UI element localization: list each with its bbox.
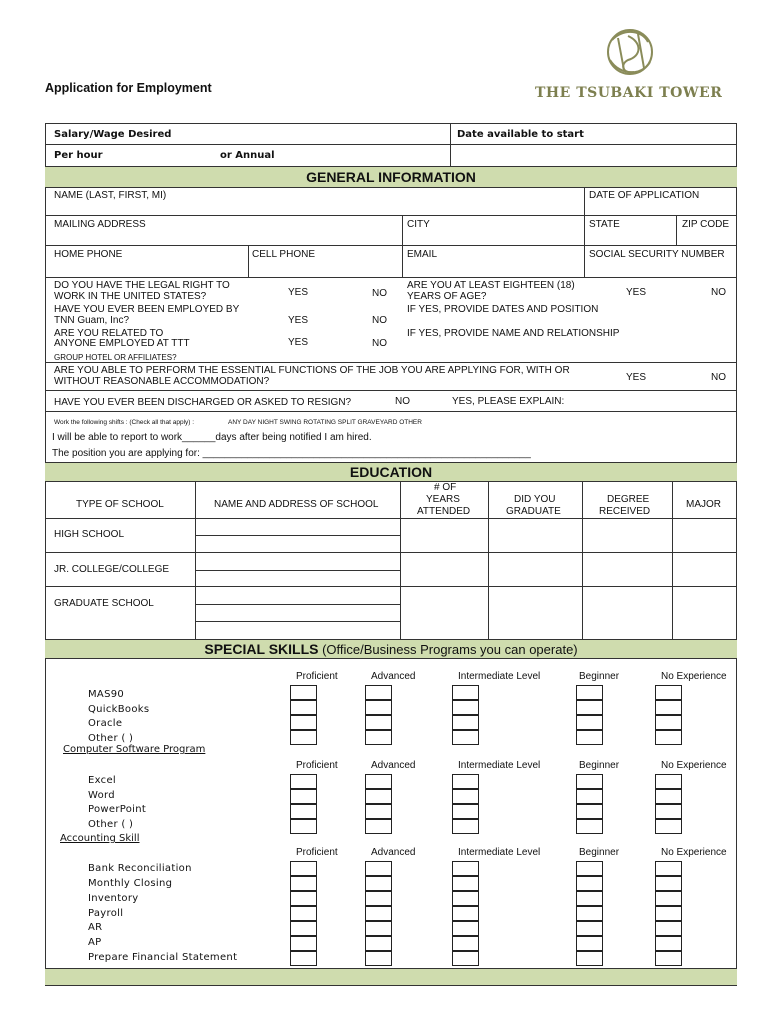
- skill-level-checkbox[interactable]: [576, 804, 603, 819]
- level-header-proficient: Proficient: [296, 760, 338, 771]
- skill-level-checkbox[interactable]: [365, 819, 392, 834]
- skill-level-checkbox[interactable]: [576, 906, 603, 921]
- skill-level-checkbox[interactable]: [655, 700, 682, 715]
- skill-level-checkbox[interactable]: [452, 789, 479, 804]
- logo-text: THE TSUBAKI TOWER: [535, 85, 723, 101]
- salary-label: Salary/Wage Desired: [54, 129, 172, 140]
- footer-band: [45, 968, 737, 986]
- skill-level-checkbox[interactable]: [290, 774, 317, 789]
- skill-level-checkbox[interactable]: [452, 861, 479, 876]
- skill-level-checkbox[interactable]: [576, 936, 603, 951]
- level-header-no-experience: No Experience: [661, 760, 727, 771]
- skill-level-checkbox[interactable]: [655, 921, 682, 936]
- skill-category-label: Accounting Skill: [60, 833, 140, 844]
- special-skills-title: SPECIAL SKILLS: [204, 641, 319, 657]
- skill-level-checkbox[interactable]: [365, 906, 392, 921]
- level-header-advanced: Advanced: [371, 847, 416, 858]
- date-of-application-label[interactable]: DATE OF APPLICATION: [589, 190, 700, 201]
- skill-item: Inventory: [88, 893, 139, 904]
- row-graduate-school: GRADUATE SCHOOL: [54, 598, 154, 609]
- skill-level-checkbox[interactable]: [365, 921, 392, 936]
- skill-item: Other ( ): [88, 733, 134, 744]
- skill-level-checkbox[interactable]: [655, 789, 682, 804]
- skill-level-checkbox[interactable]: [576, 951, 603, 966]
- skill-item: Monthly Closing: [88, 878, 173, 889]
- level-header-proficient: Proficient: [296, 671, 338, 682]
- legal-right-question-cont: WORK IN THE UNITED STATES?: [54, 291, 207, 302]
- skill-item: Prepare Financial Statement: [88, 952, 238, 963]
- skill-level-checkbox[interactable]: [655, 891, 682, 906]
- col-years-3: ATTENDED: [417, 506, 471, 517]
- related-question-cont2: GROUP HOTEL OR AFFILIATES?: [54, 353, 177, 362]
- legal-right-question: DO YOU HAVE THE LEGAL RIGHT TO: [54, 280, 230, 291]
- skill-level-checkbox[interactable]: [290, 730, 317, 745]
- skill-level-checkbox[interactable]: [452, 906, 479, 921]
- col-degree-1: DEGREE: [607, 494, 650, 505]
- level-header-beginner: Beginner: [579, 671, 620, 682]
- row-high-school: HIGH SCHOOL: [54, 529, 125, 540]
- employed-before-no[interactable]: NO: [372, 315, 387, 326]
- general-information-header: GENERAL INFORMATION: [45, 166, 737, 188]
- education-header: EDUCATION: [45, 462, 737, 482]
- skill-level-checkbox[interactable]: [452, 921, 479, 936]
- email-label[interactable]: EMAIL: [407, 249, 438, 260]
- skill-level-checkbox[interactable]: [655, 730, 682, 745]
- col-years-2: YEARS: [426, 494, 460, 505]
- skill-level-checkbox[interactable]: [452, 804, 479, 819]
- essential-functions-question: ARE YOU ABLE TO PERFORM THE ESSENTIAL FUNCTIONS OF THE JOB YOU ARE APPLYING FOR, WITH OR: [54, 365, 570, 376]
- skill-item: Bank Reconciliation: [88, 863, 192, 874]
- skill-level-checkbox[interactable]: [452, 774, 479, 789]
- skill-level-checkbox[interactable]: [365, 891, 392, 906]
- employed-before-company: TNN Guam, Inc?: [54, 315, 130, 326]
- col-degree-2: RECEIVED: [599, 506, 651, 517]
- special-skills-subtitle: (Office/Business Programs you can operate): [318, 642, 578, 657]
- discharged-question: HAVE YOU EVER BEEN DISCHARGED OR ASKED TO RESIGN?: [54, 397, 352, 408]
- state-label[interactable]: STATE: [589, 219, 620, 230]
- skill-level-checkbox[interactable]: [576, 789, 603, 804]
- skill-item: Oracle: [88, 718, 123, 729]
- skill-level-checkbox[interactable]: [365, 730, 392, 745]
- essential-functions-yes[interactable]: YES: [626, 372, 647, 383]
- related-question: ARE YOU RELATED TO: [54, 328, 164, 339]
- mailing-address-label[interactable]: MAILING ADDRESS: [54, 219, 146, 230]
- skill-level-checkbox[interactable]: [576, 715, 603, 730]
- dates-position-prompt: IF YES, PROVIDE DATES AND POSITION: [407, 304, 599, 315]
- skill-level-checkbox[interactable]: [655, 861, 682, 876]
- skill-level-checkbox[interactable]: [365, 789, 392, 804]
- level-header-beginner: Beginner: [579, 760, 620, 771]
- skill-item: MAS90: [88, 689, 125, 700]
- ssn-label[interactable]: SOCIAL SECURITY NUMBER: [589, 249, 725, 260]
- skill-level-checkbox[interactable]: [452, 730, 479, 745]
- skill-level-checkbox[interactable]: [290, 876, 317, 891]
- skill-level-checkbox[interactable]: [576, 730, 603, 745]
- skill-level-checkbox[interactable]: [365, 715, 392, 730]
- tsubaki-emblem-icon: [598, 20, 662, 84]
- skill-level-checkbox[interactable]: [452, 876, 479, 891]
- position-applying-line[interactable]: The position you are applying for: ___________________________________________________________: [52, 448, 531, 459]
- col-graduate-1: DID YOU: [514, 494, 556, 505]
- skill-level-checkbox[interactable]: [365, 804, 392, 819]
- skill-level-checkbox[interactable]: [576, 685, 603, 700]
- skill-item: Excel: [88, 775, 116, 786]
- date-available-label: Date available to start: [457, 129, 584, 140]
- skill-item: QuickBooks: [88, 704, 150, 715]
- name-relationship-prompt: IF YES, PROVIDE NAME AND RELATIONSHIP: [407, 328, 620, 339]
- age-yes[interactable]: YES: [626, 287, 647, 298]
- shifts-options[interactable]: ANY DAY NIGHT SWING ROTATING SPLIT GRAVEYARD OTHER: [228, 419, 422, 426]
- special-skills-header: [45, 639, 737, 659]
- skill-level-checkbox[interactable]: [290, 700, 317, 715]
- logo: [598, 20, 662, 84]
- skill-level-checkbox[interactable]: [290, 951, 317, 966]
- skill-level-checkbox[interactable]: [290, 891, 317, 906]
- skill-level-checkbox[interactable]: [365, 936, 392, 951]
- skill-level-checkbox[interactable]: [576, 700, 603, 715]
- skill-level-checkbox[interactable]: [290, 936, 317, 951]
- city-label[interactable]: CITY: [407, 219, 430, 230]
- level-header-beginner: Beginner: [579, 847, 620, 858]
- essential-functions-no[interactable]: NO: [711, 372, 726, 383]
- shifts-label: Work the following shifts : (Check all that apply) :: [54, 419, 195, 426]
- skill-level-checkbox[interactable]: [290, 715, 317, 730]
- home-phone-label[interactable]: HOME PHONE: [54, 249, 123, 260]
- legal-right-no[interactable]: NO: [372, 288, 387, 299]
- cell-phone-label[interactable]: CELL PHONE: [252, 249, 315, 260]
- discharged-no[interactable]: NO: [395, 396, 410, 407]
- skill-level-checkbox[interactable]: [655, 951, 682, 966]
- skill-level-checkbox[interactable]: [452, 700, 479, 715]
- skill-item: AR: [88, 922, 103, 933]
- col-major: MAJOR: [686, 499, 721, 510]
- skill-level-checkbox[interactable]: [655, 774, 682, 789]
- name-field-label[interactable]: NAME (LAST, FIRST, MI): [54, 190, 167, 201]
- essential-functions-question-cont: WITHOUT REASONABLE ACCOMMODATION?: [54, 376, 270, 387]
- row-college: JR. COLLEGE/COLLEGE: [54, 564, 170, 575]
- col-years-1: # OF: [434, 482, 457, 493]
- per-hour-label: Per hour: [54, 150, 103, 161]
- col-graduate-2: GRADUATE: [506, 506, 561, 517]
- level-header-no-experience: No Experience: [661, 671, 727, 682]
- age-no[interactable]: NO: [711, 287, 726, 298]
- level-header-advanced: Advanced: [371, 760, 416, 771]
- skill-level-checkbox[interactable]: [576, 876, 603, 891]
- skill-level-checkbox[interactable]: [452, 891, 479, 906]
- skill-level-checkbox[interactable]: [365, 700, 392, 715]
- skill-item: AP: [88, 937, 102, 948]
- legal-right-yes[interactable]: YES: [288, 287, 309, 298]
- skill-level-checkbox[interactable]: [655, 804, 682, 819]
- level-header-no-experience: No Experience: [661, 847, 727, 858]
- report-to-work-line[interactable]: I will be able to report to work______days after being notified I am hired.: [52, 432, 372, 443]
- col-type-of-school: TYPE OF SCHOOL: [76, 499, 164, 510]
- related-question-cont: ANYONE EMPLOYED AT TTT: [54, 338, 190, 349]
- skill-level-checkbox[interactable]: [576, 819, 603, 834]
- col-name-address: NAME AND ADDRESS OF SCHOOL: [214, 499, 379, 510]
- related-no[interactable]: NO: [372, 338, 387, 349]
- skill-level-checkbox[interactable]: [452, 819, 479, 834]
- page-title: Application for Employment: [45, 81, 212, 95]
- skill-level-checkbox[interactable]: [655, 819, 682, 834]
- skill-item: Word: [88, 790, 115, 801]
- employed-before-yes[interactable]: YES: [288, 315, 309, 326]
- skill-level-checkbox[interactable]: [576, 891, 603, 906]
- skill-level-checkbox[interactable]: [655, 906, 682, 921]
- skill-level-checkbox[interactable]: [452, 951, 479, 966]
- skill-level-checkbox[interactable]: [365, 774, 392, 789]
- skill-level-checkbox[interactable]: [452, 936, 479, 951]
- skill-level-checkbox[interactable]: [576, 921, 603, 936]
- skill-level-checkbox[interactable]: [365, 685, 392, 700]
- skill-level-checkbox[interactable]: [290, 804, 317, 819]
- skill-item: Payroll: [88, 908, 124, 919]
- skill-item: Other ( ): [88, 819, 134, 830]
- age-question: ARE YOU AT LEAST EIGHTEEN (18): [407, 280, 575, 291]
- skill-category-label: Computer Software Program: [63, 744, 206, 755]
- level-header-intermediate-level: Intermediate Level: [458, 760, 541, 771]
- skill-level-checkbox[interactable]: [452, 715, 479, 730]
- level-header-intermediate-level: Intermediate Level: [458, 671, 541, 682]
- skill-level-checkbox[interactable]: [365, 876, 392, 891]
- skill-level-checkbox[interactable]: [365, 951, 392, 966]
- level-header-advanced: Advanced: [371, 671, 416, 682]
- skill-level-checkbox[interactable]: [655, 876, 682, 891]
- skill-item: PowerPoint: [88, 804, 147, 815]
- skill-level-checkbox[interactable]: [290, 921, 317, 936]
- skill-level-checkbox[interactable]: [655, 936, 682, 951]
- skill-level-checkbox[interactable]: [290, 906, 317, 921]
- skill-level-checkbox[interactable]: [655, 685, 682, 700]
- skill-level-checkbox[interactable]: [576, 774, 603, 789]
- level-header-proficient: Proficient: [296, 847, 338, 858]
- or-annual-label: or Annual: [220, 150, 275, 161]
- discharged-explain[interactable]: YES, PLEASE EXPLAIN:: [452, 396, 565, 407]
- skill-level-checkbox[interactable]: [365, 861, 392, 876]
- age-question-cont: YEARS OF AGE?: [407, 291, 487, 302]
- skill-level-checkbox[interactable]: [452, 685, 479, 700]
- employed-before-question: HAVE YOU EVER BEEN EMPLOYED BY: [54, 304, 240, 315]
- related-yes[interactable]: YES: [288, 337, 309, 348]
- zip-label[interactable]: ZIP CODE: [682, 219, 730, 230]
- skill-level-checkbox[interactable]: [655, 715, 682, 730]
- skill-level-checkbox[interactable]: [576, 861, 603, 876]
- skill-level-checkbox[interactable]: [290, 819, 317, 834]
- skill-level-checkbox[interactable]: [290, 861, 317, 876]
- skill-level-checkbox[interactable]: [290, 789, 317, 804]
- level-header-intermediate-level: Intermediate Level: [458, 847, 541, 858]
- skill-level-checkbox[interactable]: [290, 685, 317, 700]
